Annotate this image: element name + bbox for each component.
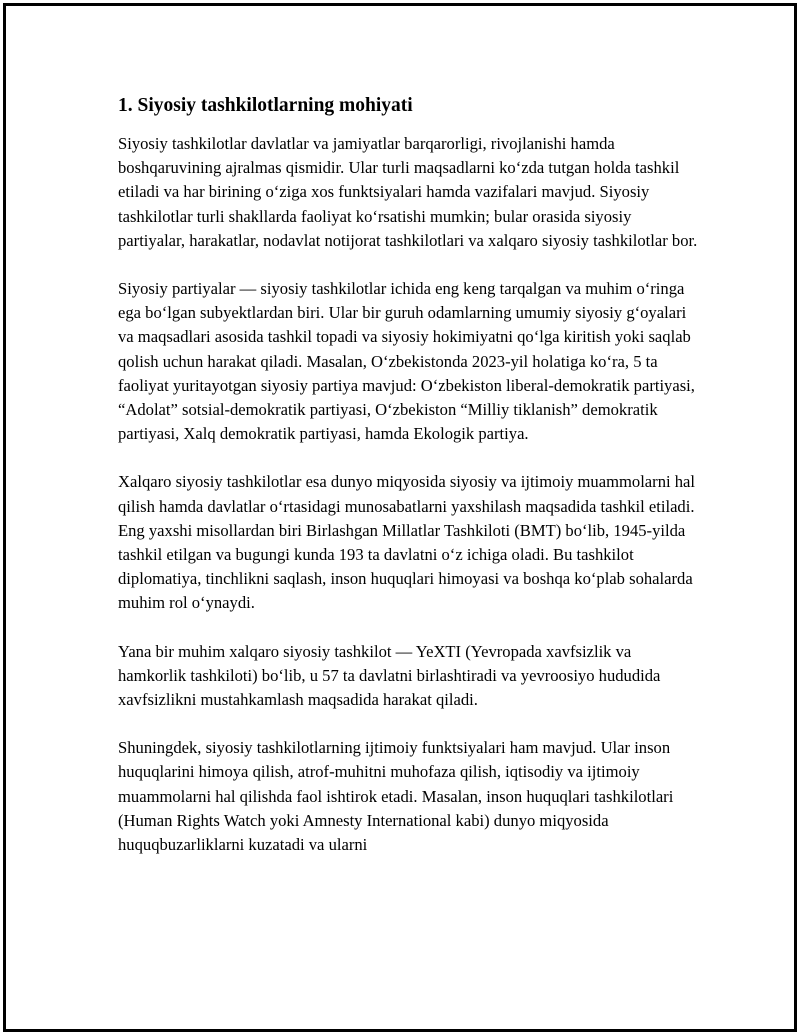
paragraph-osce: Yana bir muhim xalqaro siyosiy tashkilot — YeXTI (Yevropada xavfsizlik va hamkorlik tashkiloti) bo‘lib, u 57 ta davlatni birlashtiradi va yevroosiyo hududida xavfsizlikni mustahkamlash maqsadida harakat qiladi. xyxy=(118,641,661,710)
paragraph-political-parties: Siyosiy partiyalar — siyosiy tashkilotlar ichida eng keng tarqalgan va muhim o‘ringa ega bo‘lgan subyektlardan biri. Ular bir guruh odamlarning umumiy siyosiy g‘oyalari va maqsadlari asosida tashkil topadi va siyosiy hokimiyatni qo‘lga kiritish yoki saqlab qolish uchun harakat qiladi. Masalan, O‘zbekistonda 2023-yil holatiga ko‘ra, 5 ta faoliyat yuritayotgan siyosiy partiya mavjud: O‘zbekiston liberal-demokratik partiyasi, “Adolat” sotsial-demokratik partiyasi, O‘zbekiston “Milliy tiklanish” demokratik partiyasi, Xalq demokratik partiyasi, hamda Ekologik partiya. xyxy=(118,279,695,444)
paragraph-international-organizations: Xalqaro siyosiy tashkilotlar esa dunyo miqyosida siyosiy va ijtimoiy muammolarni hal qilish hamda davlatlar o‘rtasidagi munosabatlarni yaxshilash maqsadida tashkil etiladi. Eng yaxshi misollardan biri Birlashgan Millatlar Tashkiloti (BMT) bo‘lib, 1945-yilda tashkil etilgan va bugungi kunda 193 ta davlatni o‘z ichiga oladi. Bu tashkilot diplomatiya, tinchlikni saqlash, inson huquqlari himoyasi va boshqa ko‘plab sohalarda muhim rol o‘ynaydi. xyxy=(118,472,696,613)
paragraph-social-functions: Shuningdek, siyosiy tashkilotlarning ijtimoiy funktsiyalari ham mavjud. Ular inson huquqlarini himoya qilish, atrof-muhitni muhofaza qilish, iqtisodiy va ijtimoiy muammolarni hal qilishda faol ishtirok etadi. Masalan, inson huquqlari tashkilotlari (Human Rights Watch yoki Amnesty International kabi) dunyo miqyosida huquqbuzarliklarni kuzatadi va ularni xyxy=(118,738,674,855)
section-heading: 1. Siyosiy tashkilotlarning mohiyati xyxy=(118,95,413,116)
paragraph-intro: Siyosiy tashkilotlar davlatlar va jamiyatlar barqarorligi, rivojlanishi hamda boshqaruvining ajralmas qismidir. Ular turli maqsadlarni ko‘zda tutgan holda tashkil etiladi va har birining o‘ziga xos funktsiyalari hamda vazifalari mavjud. Siyosiy tashkilotlar turli shakllarda faoliyat ko‘rsatishi mumkin; bular orasida siyosiy partiyalar, harakatlar, nodavlat notijorat tashkilotlari va xalqaro siyosiy tashkilotlar bor. xyxy=(118,134,698,250)
document-body xyxy=(118,93,698,881)
